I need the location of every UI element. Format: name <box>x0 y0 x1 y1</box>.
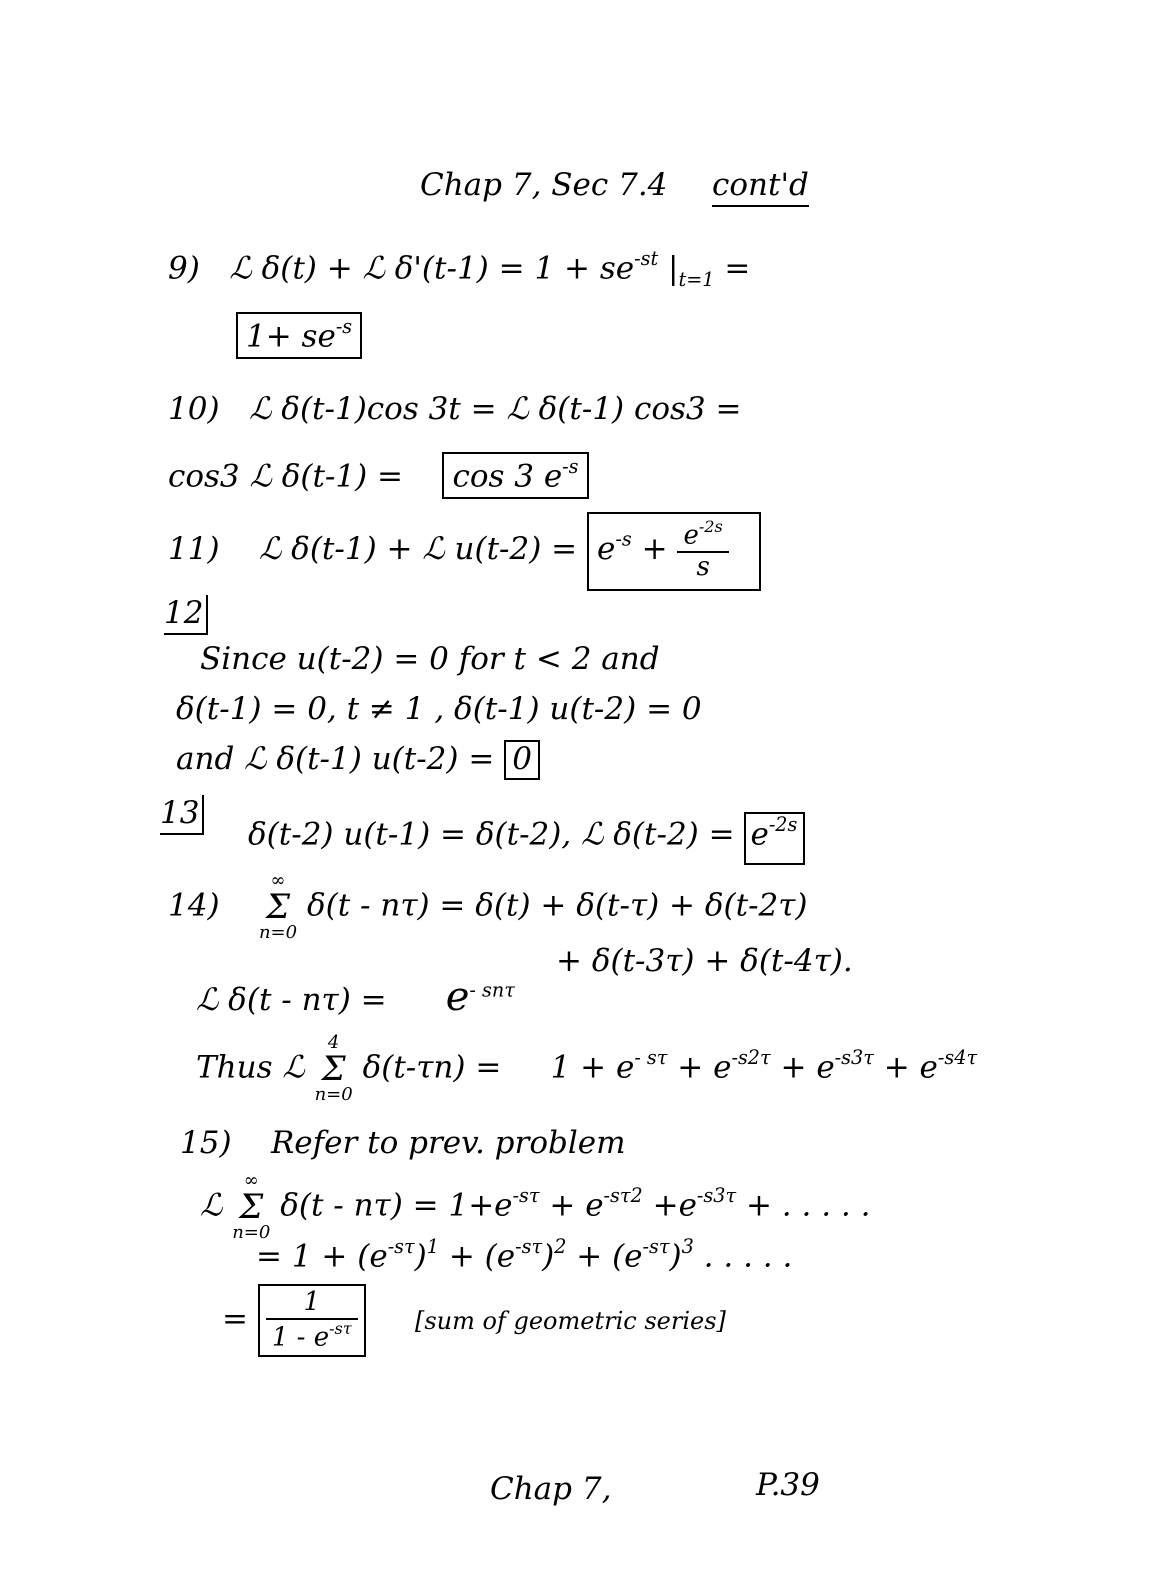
problem-9-answer <box>236 312 362 359</box>
answer-box: cos 3 $e^{-s}$ <box>442 452 588 499</box>
problem-12-number <box>164 596 208 632</box>
problem-12-line2: δ(t-1) = 0, t ≠ 1 , δ(t-1) u(t-2) = 0 <box>176 691 702 727</box>
problem-10-line1 <box>168 392 741 428</box>
problem-9-line1: 9) ℒ δ(t) + ℒ $\delta'(t-1) = 1 + se^{-st}$ $|_{t=1}$ = <box>168 247 751 292</box>
problem-15-line2: ℒ ∞ Σ n=0 $\delta(t - n\tau) = 1+e^{-s\tau} + e^{-s\tau 2} +e^{-s3\tau}$ + . . . . . <box>200 1170 871 1243</box>
problem-12-line3: and ℒ δ(t-1) u(t-2) = 0 <box>176 740 540 780</box>
problem-number: 10) <box>168 391 220 427</box>
fraction: $\frac{e^{-2s}}{s}$ <box>677 518 728 583</box>
equation: ℒ δ(t-1)cos 3t = ℒ δ(t-1) cos3 = <box>249 391 742 427</box>
equation: ℒ δ(t-1) + ℒ u(t-2) = <box>258 531 578 568</box>
problem-number: 14) <box>168 887 220 924</box>
answer-box: $e^{-s}$ + $\frac{e^{-2s}}{s}$ <box>587 512 761 591</box>
problem-14-line4: Thus ℒ 4 Σ n=0 δ(t-τn) = $1 + e^{- s\tau} + e^{-s2\tau} + e^{-s3\tau} + e^{-s4\tau}$ <box>196 1032 978 1105</box>
problem-14-line3: ℒ δ(t - nτ) = $e^{- sn\tau}$ <box>196 974 515 1020</box>
page-number: P.39 <box>756 1467 820 1503</box>
answer-box: $e^{-2s}$ <box>744 812 805 865</box>
note: [sum of geometric series] <box>415 1307 726 1336</box>
problem-number: 11) <box>168 531 220 568</box>
fraction: $\frac{1}{1 - e^{-s\tau}}$ <box>266 1288 358 1353</box>
problem-15-line3: = $1 + (e^{-s\tau})^1 + (e^{-s\tau})^2 + (e^{-s\tau})^3$ . . . . . <box>256 1235 793 1275</box>
problem-number: 13 <box>160 795 204 835</box>
problem-13-line: δ(t-2) u(t-1) = δ(t-2), ℒ $\delta(t-2) = e^{-2s}$ <box>248 812 805 865</box>
problem-15-line1: 15) Refer to prev. problem <box>180 1125 626 1161</box>
footer-chapter: Chap 7, <box>490 1471 612 1507</box>
contd-label: cont'd <box>712 168 809 204</box>
problem-number: 12 <box>164 595 208 635</box>
equation: cos3 ℒ δ(t-1) = <box>168 458 404 495</box>
problem-number: 9) <box>168 250 200 287</box>
problem-12-line1: Since u(t-2) = 0 for t < 2 and <box>200 641 660 677</box>
page-title: Chap 7, Sec 7.4 <box>420 167 668 203</box>
problem-number: 15) <box>180 1125 232 1161</box>
problem-10-line2 <box>168 452 589 499</box>
problem-11-line <box>168 512 761 591</box>
equation: ℒ δ(t) + ℒ δ'(t-1) = 1 + se <box>229 250 635 287</box>
problem-14-line2: + δ(t-3τ) + δ(t-4τ). <box>556 943 853 979</box>
problem-14-line1: 14) ∞ Σ n=0 δ(t - nτ) = δ(t) + δ(t-τ) + δ(t-2τ) <box>168 870 808 943</box>
answer-box: $1+ se^{-s}$ <box>236 312 362 359</box>
summation-symbol: 4 Σ n=0 <box>314 1032 353 1105</box>
summation-symbol: ∞ Σ n=0 <box>232 1170 271 1243</box>
summation-symbol: ∞ Σ n=0 <box>258 870 298 943</box>
problem-13-number <box>160 796 204 832</box>
problem-15-line4: = $\frac{1}{1 - e^{-s\tau}}$ [sum of geometric series] <box>222 1284 726 1357</box>
answer-box <box>258 1284 366 1357</box>
answer-box: 0 <box>504 740 540 780</box>
